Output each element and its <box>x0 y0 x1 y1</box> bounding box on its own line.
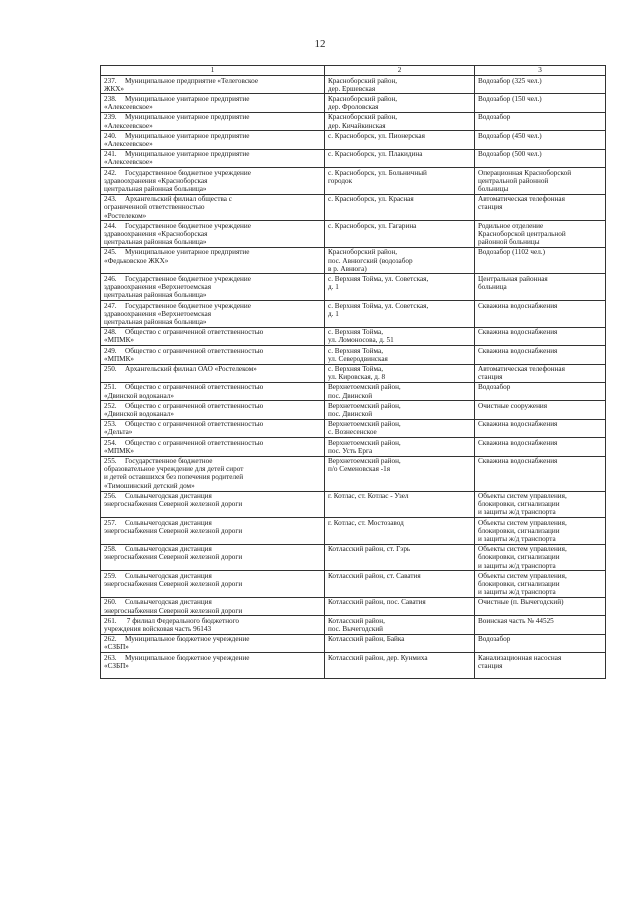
organization-name: Муниципальное унитарное предприятие «Федьковское ЖКХ» <box>104 248 250 265</box>
organization-cell <box>101 438 325 456</box>
organization-cell <box>101 274 325 301</box>
table-body <box>101 76 606 679</box>
address-cell: Верхнетоемский район, с. Вознесенское <box>325 419 475 437</box>
column-header: 1 <box>101 66 325 76</box>
organization-name: Государственное бюджетное учреждение здравоохранения «Верхнетоемская центральная районная больница» <box>104 274 251 300</box>
object-cell: Воинская часть № 44525 <box>475 616 606 634</box>
table-row <box>101 456 606 491</box>
object-cell: Водозабор (500 чел.) <box>475 149 606 167</box>
table-row <box>101 597 606 615</box>
address-cell: Верхнетоемский район, п/о Семеновская -1я <box>325 456 475 491</box>
row-number: 237. <box>104 76 117 85</box>
organization-name: Государственное бюджетное учреждение здравоохранения «Красноборская центральная районная больница» <box>104 168 251 193</box>
address-cell: Котласский район, ст. Саватия <box>325 571 475 598</box>
table-row <box>101 346 606 364</box>
object-cell: Водозабор (150 чел.) <box>475 94 606 112</box>
table-header-row <box>101 66 606 76</box>
table-row <box>101 149 606 167</box>
object-cell: Канализационная насосная станция <box>475 653 606 679</box>
table-row <box>101 76 606 94</box>
row-number: 262. <box>104 635 117 644</box>
table-row <box>101 364 606 382</box>
object-cell: Скважина водоснабжения <box>475 438 606 456</box>
table-row <box>101 194 606 221</box>
organization-name: Муниципальное унитарное предприятие «Алексеевское» <box>104 113 250 130</box>
object-cell: Родильное отделение Красноборской центральной районной больницы <box>475 221 606 248</box>
organization-cell <box>101 364 325 382</box>
address-cell: с. Верхняя Тойма, ул. Советская, д. 1 <box>325 274 475 301</box>
table-row <box>101 491 606 518</box>
object-cell: Скважина водоснабжения <box>475 456 606 491</box>
object-cell: Объекты систем управления, блокировки, сигнализации и защиты ж/д транспорта <box>475 491 606 518</box>
organization-cell <box>101 616 325 634</box>
row-number: 259. <box>104 571 117 580</box>
organization-name: Общество с ограниченной ответственностью «МПМК» <box>104 328 264 345</box>
organization-name: 7 филиал Федерального бюджетного учреждения войсковая часть 96143 <box>104 616 240 634</box>
row-number: 238. <box>104 94 117 103</box>
address-cell: Котласский район, ст. Гэрь <box>325 544 475 571</box>
table-row <box>101 653 606 679</box>
organization-cell <box>101 76 325 94</box>
address-cell: с. Красноборск, ул. Больничный городок <box>325 168 475 195</box>
organization-name: Общество с ограниченной ответственностью «МПМК» <box>104 438 264 455</box>
object-cell: Автоматическая телефонная станция <box>475 194 606 221</box>
address-cell: Верхнетоемский район, пос. Двинской <box>325 382 475 400</box>
table-row <box>101 247 606 274</box>
address-cell: с. Верхняя Тойма, ул. Советская, д. 1 <box>325 301 475 328</box>
organization-cell <box>101 94 325 112</box>
table-row <box>101 168 606 195</box>
row-number: 248. <box>104 328 117 337</box>
address-cell: Красноборский район, дер. Фроловская <box>325 94 475 112</box>
row-number: 247. <box>104 301 117 310</box>
organization-cell <box>101 301 325 328</box>
address-cell: Красноборский район, дер. Ершевская <box>325 76 475 94</box>
address-cell: Верхнетоемский район, пос. Усть Ерга <box>325 438 475 456</box>
organization-name: Сольвычегодская дистанция энергоснабжения Северной железной дороги <box>104 571 243 589</box>
organization-name: Муниципальное бюджетное учреждение «СЗБП» <box>104 653 250 670</box>
organization-name: Муниципальное унитарное предприятие «Алексеевское» <box>104 94 250 112</box>
organization-name: Муниципальное бюджетное учреждение «СЗБП» <box>104 635 250 652</box>
object-cell: Водозабор (1102 чел.) <box>475 247 606 274</box>
table-row <box>101 131 606 149</box>
object-cell: Автоматическая телефонная станция <box>475 364 606 382</box>
address-cell: с. Красноборск, ул. Гагарина <box>325 221 475 248</box>
table-row <box>101 327 606 345</box>
table-row <box>101 419 606 437</box>
table-row <box>101 221 606 248</box>
organization-name: Общество с ограниченной ответственностью «Дельта» <box>104 420 264 437</box>
row-number: 261. <box>104 616 117 625</box>
object-cell: Центральная районная больница <box>475 274 606 301</box>
organization-cell <box>101 327 325 345</box>
row-number: 251. <box>104 383 117 392</box>
address-cell: Котласский район, пос. Вычегодский <box>325 616 475 634</box>
row-number: 245. <box>104 248 117 257</box>
organization-name: Государственное бюджетное образовательное учреждение для детей сирот и детей оставшихся без попечения родителей «Тимошинский детский дом» <box>104 457 244 490</box>
object-cell: Скважина водоснабжения <box>475 301 606 328</box>
organization-cell <box>101 346 325 364</box>
organization-cell <box>101 544 325 571</box>
row-number: 252. <box>104 401 117 410</box>
row-number: 240. <box>104 131 117 140</box>
row-number: 242. <box>104 168 117 177</box>
organization-name: Сольвычегодская дистанция энергоснабжения Северной железной дороги <box>104 492 243 509</box>
row-number: 263. <box>104 653 117 662</box>
object-cell: Водозабор <box>475 112 606 130</box>
organization-cell <box>101 194 325 221</box>
row-number: 260. <box>104 598 117 607</box>
address-cell: г. Котлас, ст. Мостозавод <box>325 518 475 545</box>
table-row <box>101 616 606 634</box>
address-cell: Красноборский район, пос. Авнюгский (водозабор в р. Авнюга) <box>325 247 475 274</box>
table-row <box>101 274 606 301</box>
row-number: 243. <box>104 195 117 204</box>
organization-name: Государственное бюджетное учреждение здравоохранения «Верхнетоемская центральная районная больница» <box>104 301 251 326</box>
objects-table <box>100 65 606 679</box>
row-number: 249. <box>104 346 117 355</box>
address-cell: Красноборский район, дер. Кичайкинская <box>325 112 475 130</box>
organization-name: Муниципальное унитарное предприятие «Алексеевское» <box>104 131 250 148</box>
object-cell: Водозабор (325 чел.) <box>475 76 606 94</box>
address-cell: Котласский район, дер. Кунмиха <box>325 653 475 679</box>
page-number: 12 <box>314 38 326 50</box>
row-number: 254. <box>104 438 117 447</box>
organization-cell <box>101 571 325 598</box>
object-cell: Очистные (п. Вычегодский) <box>475 597 606 615</box>
row-number: 241. <box>104 150 117 159</box>
object-cell: Скважина водоснабжения <box>475 346 606 364</box>
organization-name: Общество с ограниченной ответственностью «Двинской водоканал» <box>104 383 264 400</box>
organization-cell <box>101 168 325 195</box>
row-number: 255. <box>104 457 117 466</box>
address-cell: Котласский район, Байка <box>325 634 475 652</box>
row-number: 258. <box>104 545 117 554</box>
row-number: 256. <box>104 492 117 501</box>
organization-cell <box>101 456 325 491</box>
table-row <box>101 571 606 598</box>
table-row <box>101 301 606 328</box>
address-cell: с. Верхняя Тойма, ул. Кировская, д. 8 <box>325 364 475 382</box>
organization-name: Общество с ограниченной ответственностью «МПМК» <box>104 346 264 363</box>
organization-name: Муниципальное предприятие «Телеговское ЖКХ» <box>104 76 259 93</box>
organization-cell <box>101 131 325 149</box>
table-row <box>101 94 606 112</box>
organization-cell <box>101 112 325 130</box>
object-cell: Объекты систем управления, блокировки, сигнализации и защиты ж/д транспорта <box>475 571 606 598</box>
row-number: 244. <box>104 221 117 230</box>
object-cell: Водозабор <box>475 382 606 400</box>
organization-cell <box>101 491 325 518</box>
table-row <box>101 401 606 419</box>
organization-cell <box>101 221 325 248</box>
row-number: 257. <box>104 518 117 527</box>
address-cell: Верхнетоемский район, пос. Двинской <box>325 401 475 419</box>
row-number: 246. <box>104 274 117 283</box>
address-cell: с. Верхняя Тойма, ул. Северодвинская <box>325 346 475 364</box>
object-cell: Водозабор <box>475 634 606 652</box>
object-cell: Очистные сооружения <box>475 401 606 419</box>
organization-cell <box>101 597 325 615</box>
address-cell: с. Красноборск, ул. Пионерская <box>325 131 475 149</box>
organization-cell <box>101 382 325 400</box>
row-number: 239. <box>104 113 117 122</box>
object-cell: Скважина водоснабжения <box>475 419 606 437</box>
address-cell: Котласский район, пос. Саватия <box>325 597 475 615</box>
organization-name: Архангельский филиал общества с ограниченной ответственностью «Ростелеком» <box>104 195 232 220</box>
object-cell: Операционная Красноборской центральной районной больницы <box>475 168 606 195</box>
object-cell: Объекты систем управления, блокировки, сигнализации и защиты ж/д транспорта <box>475 544 606 571</box>
organization-name: Сольвычегодская дистанция энергоснабжения Северной железной дороги <box>104 518 243 535</box>
organization-cell <box>101 247 325 274</box>
address-cell: с. Красноборск, ул. Плакидина <box>325 149 475 167</box>
address-cell: с. Верхняя Тойма, ул. Ломоносова, д. 51 <box>325 327 475 345</box>
organization-cell <box>101 149 325 167</box>
organization-name: Сольвычегодская дистанция энергоснабжения Северной железной дороги <box>104 545 243 562</box>
table-row <box>101 112 606 130</box>
object-cell: Скважина водоснабжения <box>475 327 606 345</box>
table-row <box>101 438 606 456</box>
organization-name: Муниципальное унитарное предприятие «Алексеевское» <box>104 150 250 167</box>
column-header: 2 <box>325 66 475 76</box>
organization-cell <box>101 419 325 437</box>
organization-cell <box>101 401 325 419</box>
organization-name: Архангельский филиал ОАО «Ростелеком» <box>125 365 257 373</box>
row-number: 253. <box>104 420 117 429</box>
row-number: 250. <box>104 365 117 373</box>
address-cell: г. Котлас, ст. Котлас - Узел <box>325 491 475 518</box>
organization-cell <box>101 518 325 545</box>
column-header: 3 <box>475 66 606 76</box>
table-row <box>101 544 606 571</box>
organization-name: Сольвычегодская дистанция энергоснабжения Северной железной дороги <box>104 598 243 615</box>
organization-name: Государственное бюджетное учреждение здравоохранения «Красноборская центральная районная больница» <box>104 221 251 247</box>
table-row <box>101 634 606 652</box>
object-cell: Объекты систем управления, блокировки, сигнализации и защиты ж/д транспорта <box>475 518 606 545</box>
organization-cell <box>101 634 325 652</box>
organization-name: Общество с ограниченной ответственностью «Двинской водоканал» <box>104 401 264 419</box>
object-cell: Водозабор (450 чел.) <box>475 131 606 149</box>
table-row <box>101 382 606 400</box>
organization-cell <box>101 653 325 679</box>
table-row <box>101 518 606 545</box>
address-cell: с. Красноборск, ул. Красная <box>325 194 475 221</box>
